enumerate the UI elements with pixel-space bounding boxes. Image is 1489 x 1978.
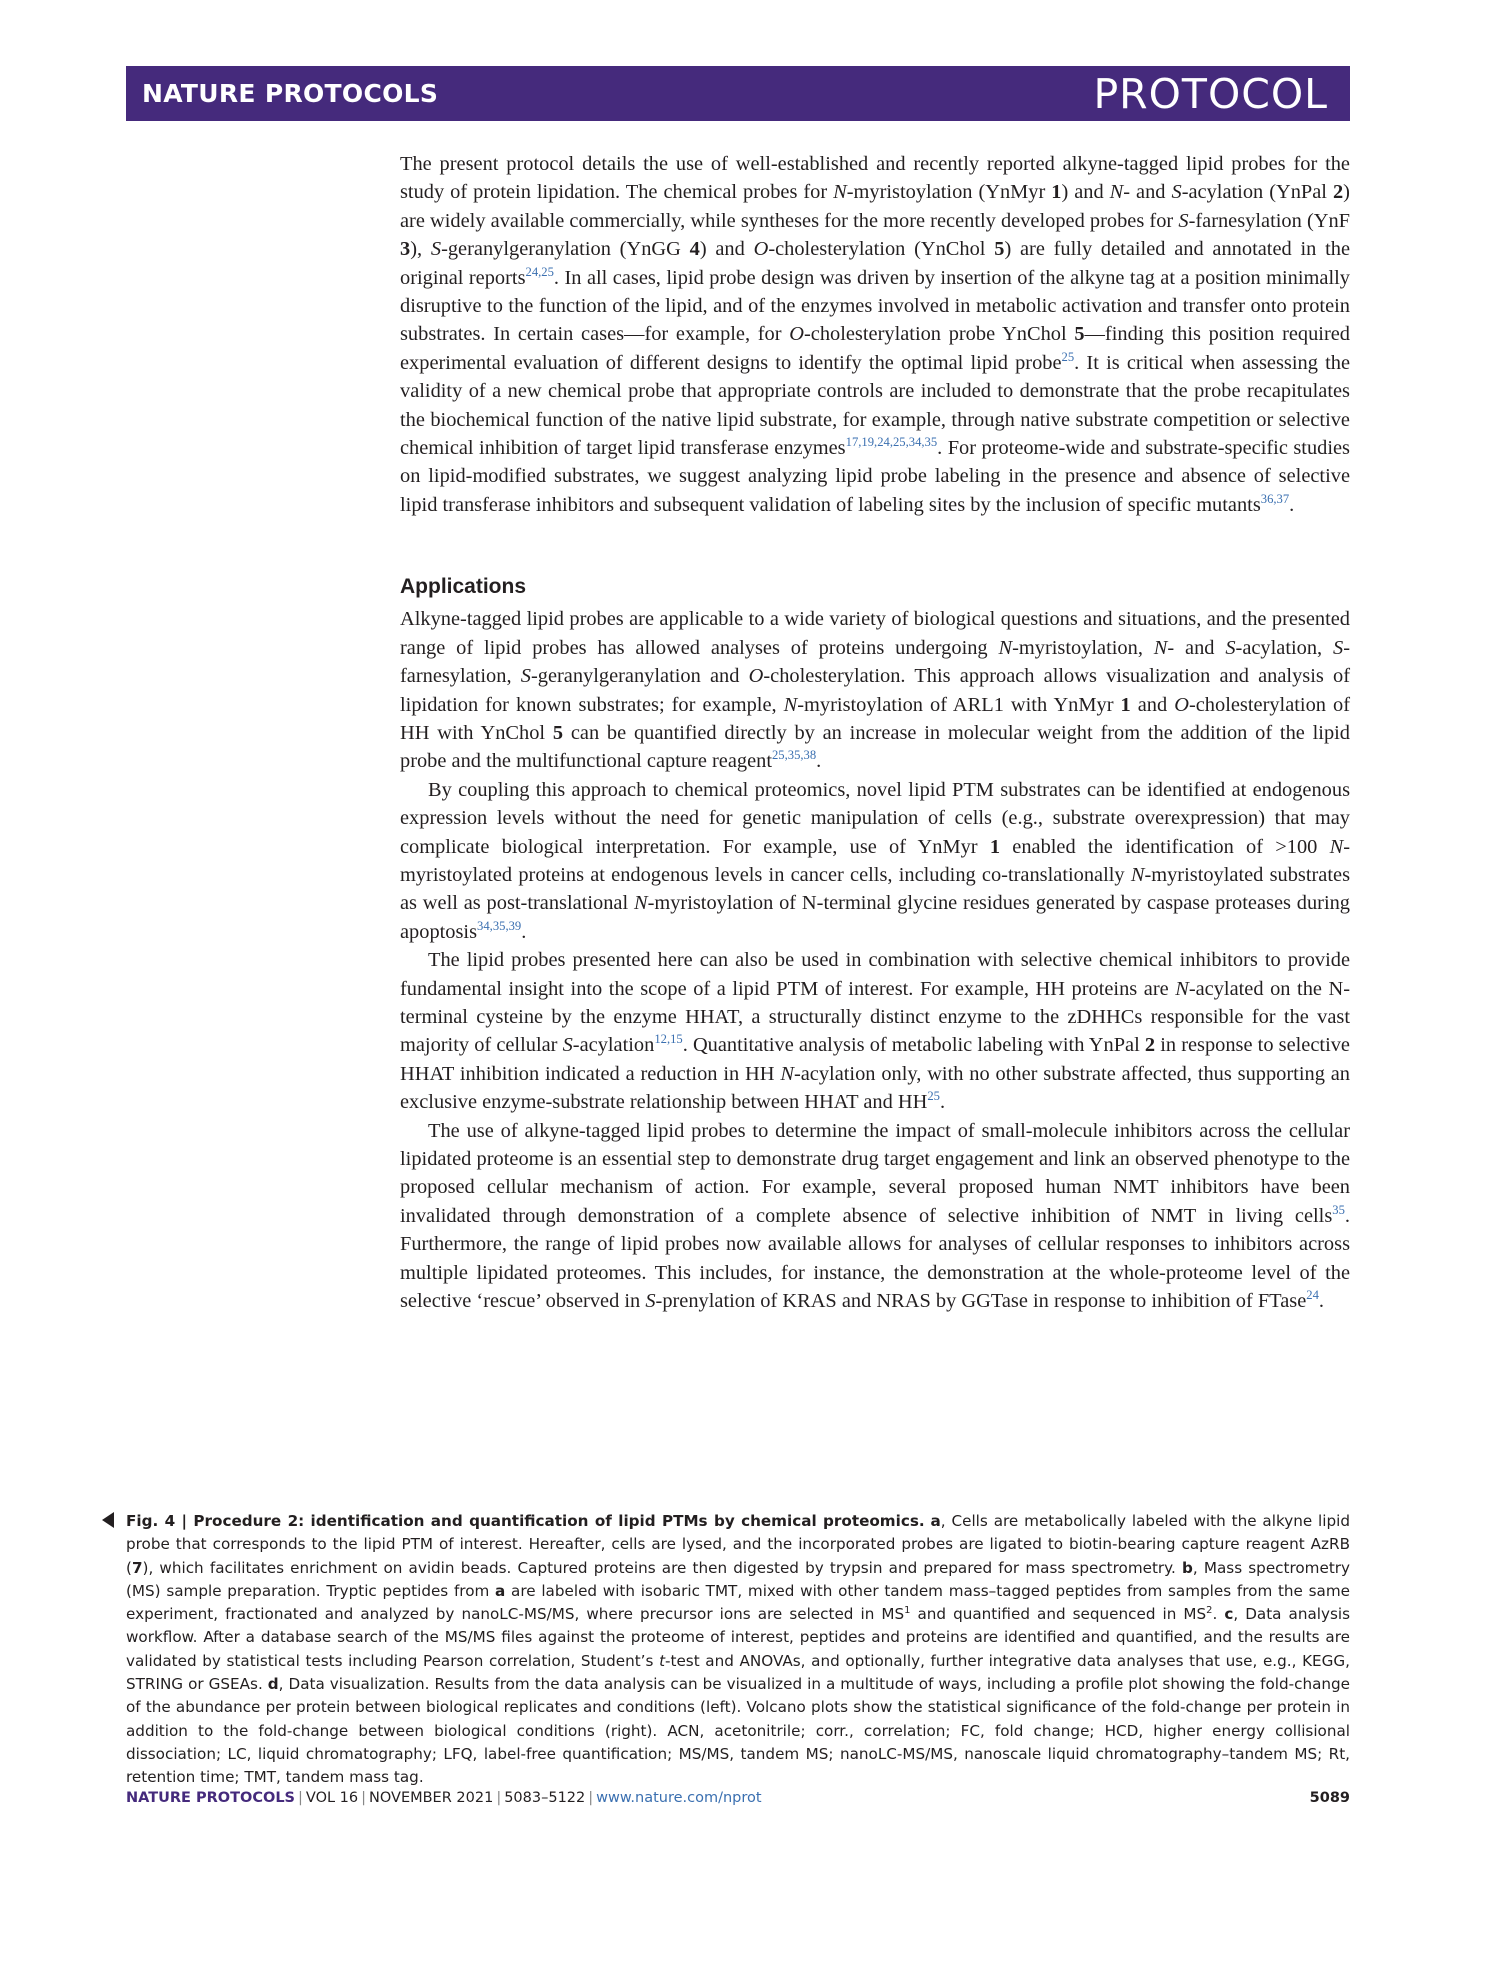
footer-volume: VOL 16: [305, 1790, 359, 1806]
applications-paragraph-4: The use of alkyne-tagged lipid probes to determine the impact of small-molecule inhibitors across the cellular lipidated proteome is an essential step to demonstrate drug target engagement and link an observed phenotype to the proposed cellular mechanism of action. For example, several proposed human NMT inhibitors have been invalidated through demonstration of a complete absence of selective inhibition of NMT in living cells$^{35}$. Furthermore, the range of lipid probes now available allows for analyses of cellular responses to inhibitors across multiple lipidated proteomes. This includes, for instance, the demonstration at the whole-proteome level of the selective ‘rescue’ observed in S-prenylation of KRAS and NRAS by GGTase in response to inhibition of FTase$^{24}$.: [400, 1119, 1350, 1313]
citation[interactable]: 24: [1306, 1288, 1319, 1303]
citation[interactable]: 34,35,39: [477, 918, 522, 933]
citation[interactable]: 24,25: [525, 264, 554, 279]
applications-paragraph-3: The lipid probes presented here can also be used in combination with selective chemical inhibitors to provide fundamental insight into the scope of a lipid PTM of interest. For example, HH proteins are N-acylated on the N-terminal cysteine by the enzyme HHAT, a structurally distinct enzyme to the zDHHCs responsible for the vast majority of cellular S-acylation$^{12,15}$. Quantitative analysis of metabolic labeling with YnPal 2 in response to selective HHAT inhibition indicated a reduction in HH N-acylation only, with no other substrate affected, thus supporting an exclusive enzyme-substrate relationship between HHAT and HH$^{25}$.: [400, 949, 1350, 1114]
footer-pages: 5083–5122: [504, 1790, 586, 1806]
journal-name: NATURE PROTOCOLS: [142, 79, 439, 108]
citation[interactable]: 12,15: [654, 1032, 683, 1047]
applications-heading: Applications: [400, 575, 527, 599]
applications-paragraph-1: Alkyne-tagged lipid probes are applicable to a wide variety of biological questions and situations, and the presented range of lipid probes has allowed analyses of proteins undergoing N-myristoylation, N- and S-acylation, S-farnesylation, S-geranylgeranylation and O-cholesterylation. This approach allows visualization and analysis of lipidation for known substrates; for example, N-myristoylation of ARL1 with YnMyr 1 and O-cholesterylation of HH with YnChol 5 can be quantified directly by an increase in molecular weight from the addition of the lipid probe and the multifunctional capture reagent$^{25,35,38}$.: [400, 608, 1351, 773]
applications-paragraph-2: By coupling this approach to chemical proteomics, novel lipid PTM substrates can be identified at endogenous expression levels without the need for genetic manipulation of cells (e.g., substrate overexpression) that may complicate biological interpretation. For example, use of YnMyr 1 enabled the identification of >100 N-myristoylated proteins at endogenous levels in cancer cells, including co-translationally N-myristoylated substrates as well as post-translational N-myristoylation of N-terminal glycine residues generated by caspase proteases during apoptosis$^{34,35,39}$.: [400, 778, 1351, 943]
journal-header: [126, 66, 1350, 121]
citation[interactable]: 25: [927, 1089, 940, 1104]
citation[interactable]: 25,35,38: [771, 748, 817, 763]
main-text: [400, 150, 1350, 1315]
page-number: 5089: [1309, 1790, 1350, 1806]
page-footer: NATURE PROTOCOLS | VOL 16 | NOVEMBER 2021 | 5083–5122 | www.nature.com/nprot 5089: [126, 1790, 1350, 1806]
article-type: PROTOCOL: [1093, 70, 1328, 118]
caption-label: Fig. 4 | Procedure 2: identification and quantification of lipid PTMs by chemical proteomics.: [126, 1512, 925, 1530]
footer-journal: NATURE PROTOCOLS: [126, 1790, 296, 1806]
intro-paragraph: The present protocol details the use of well-established and recently reported alkyne-tagged lipid probes for the study of protein lipidation. The chemical probes for N-myristoylation (YnMyr 1) and N- and S-acylation (YnPal 2) are widely available commercially, while syntheses for the more recently developed probes for S-farnesylation (YnF 3), S-geranylgeranylation (YnGG 4) and O-cholesterylation (YnChol 5) are fully detailed and annotated in the original reports$^{24,25}$. In all cases, lipid probe design was driven by insertion of the alkyne tag at a position minimally disruptive to the function of the lipid, and of the enzymes involved in metabolic activation and transfer onto protein substrates. In certain cases—for example, for O-cholesterylation probe YnChol 5—finding this position required experimental evaluation of different designs to identify the optimal lipid probe$^{25}$. It is critical when assessing the validity of a new chemical probe that appropriate controls are included to demonstrate that the probe recapitulates the biochemical function of the native lipid substrate, for example, through native substrate competition or selective chemical inhibition of target lipid transferase enzymes$^{17,19,24,25,34,35}$. For proteome-wide and substrate-specific studies on lipid-modified substrates, we suggest analyzing lipid probe labeling in the presence and absence of selective lipid transferase inhibitors and subsequent validation of labeling sites by the inclusion of specific mutants$^{36,37}$.: [400, 153, 1350, 516]
figure-caption: Fig. 4 | Procedure 2: identification and quantification of lipid PTMs by chemical proteomics. a, Cells are metabolically labeled with the alkyne lipid probe that corresponds to the lipid PTM of interest. Hereafter, cells are lysed, and the incorporated probes are ligated to biotin-bearing capture reagent AzRB (7), which facilitates enrichment on avidin beads. Captured proteins are then digested by trypsin and prepared for mass spectrometry. b, Mass spectrometry (MS) sample preparation. Tryptic peptides from a are labeled with isobaric TMT, mixed with other tandem mass–tagged peptides from samples from the same experiment, fractionated and analyzed by nanoLC-MS/MS, where precursor ions are selected in $MS^1$ and quantified and sequenced in $MS^2$. c, Data analysis workflow. After a database search of the MS/MS files against the proteome of interest, peptides and proteins are identified and quantified, and the results are validated by statistical tests including Pearson correlation, Student’s t-test and ANOVAs, and optionally, further integrative data analyses that use, e.g., KEGG, STRING or GSEAs. d, Data visualization. Results from the data analysis can be visualized in a multitude of ways, including a profile plot showing the fold-change of the abundance per protein between biological replicates and conditions (left). Volcano plots show the statistical significance of the fold-change per protein in addition to the fold-change between biological conditions (right). ACN, acetonitrile; corr., correlation; FC, fold change; HCD, higher energy collisional dissociation; LC, liquid chromatography; LFQ, label-free quantification; MS/MS, tandem MS; nanoLC-MS/MS, nanoscale liquid chromatography–tandem MS; Rt, retention time; TMT, tandem mass tag.: [126, 1510, 1350, 1790]
citation[interactable]: 17,19,24,25,34,35: [845, 435, 938, 450]
footer-date: NOVEMBER 2021: [369, 1790, 494, 1806]
citation[interactable]: 35: [1332, 1203, 1345, 1218]
citation[interactable]: 36,37: [1260, 492, 1290, 507]
citation[interactable]: 25: [1061, 350, 1075, 365]
figure-pointer-icon: [102, 1512, 114, 1528]
footer-url-link[interactable]: www.nature.com/nprot: [596, 1790, 762, 1806]
